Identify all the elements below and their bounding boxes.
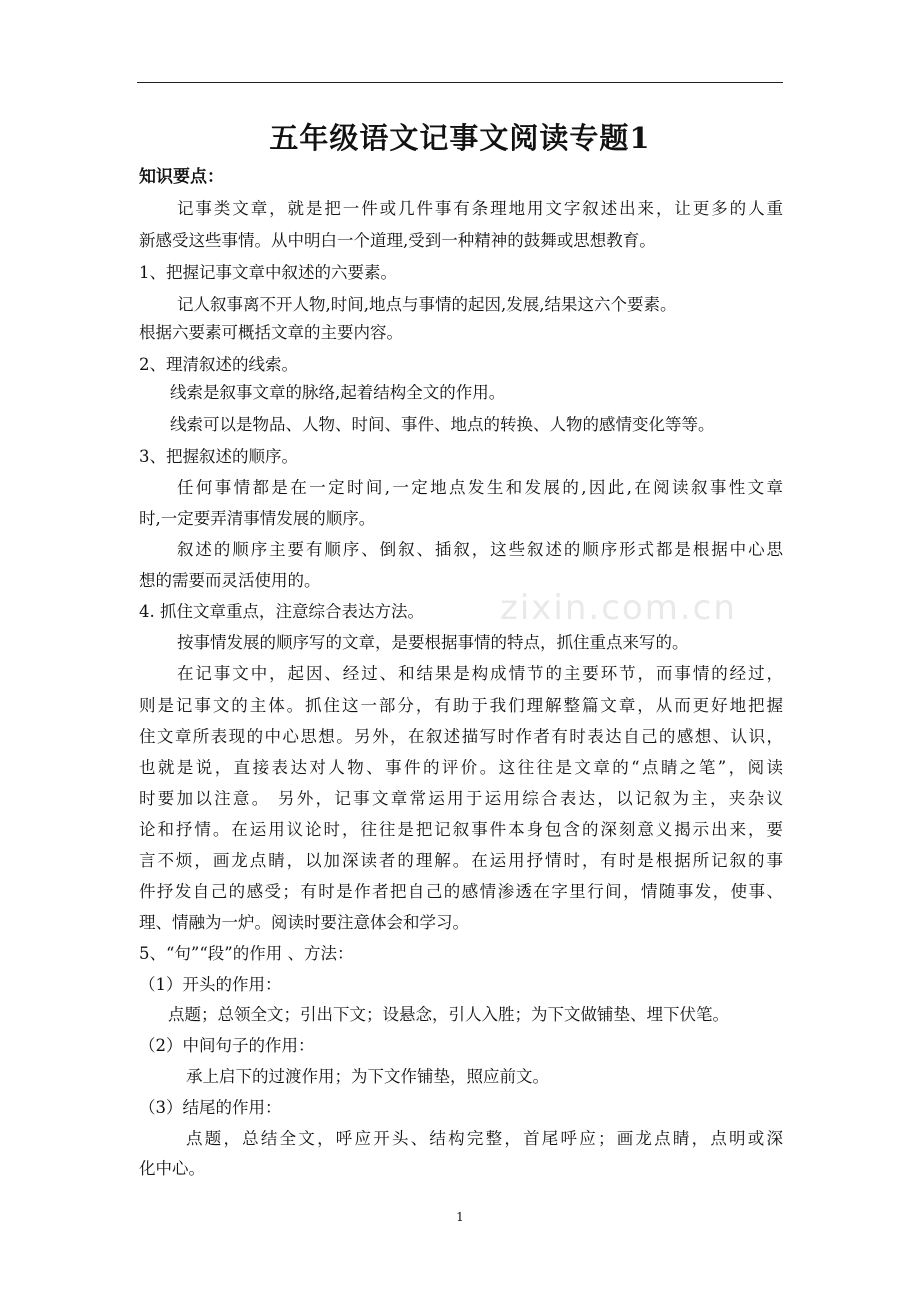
text-line: 任何事情都是在一定时间,一定地点发生和发展的,因此,在阅读叙事性文章: [177, 478, 783, 497]
text-line: 时,一定要弄清事情发展的顺序。: [139, 509, 376, 528]
page-title: 五年级语文记事文阅读专题1: [269, 121, 651, 155]
text-line: 承上启下的过渡作用；为下文作铺垫，照应前文。: [186, 1067, 549, 1086]
text-line: 根据六要素可概括文章的主要内容。: [139, 323, 403, 342]
list-heading: 3、把握叙述的顺序。: [139, 447, 298, 466]
text-line: 点题；总领全文；引出下文；设悬念，引人入胜；为下文做铺垫、埋下伏笔。: [168, 1005, 729, 1024]
text-line: 想的需要而灵活使用的。: [139, 571, 321, 590]
list-heading: 1、把握记事文章中叙述的六要素。: [139, 263, 397, 282]
list-heading: 4. 抓住文章重点，注意综合表达方法。: [139, 602, 424, 621]
list-heading: 2、理清叙述的线索。: [139, 355, 298, 374]
text-line: 线索可以是物品、人物、时间、事件、地点的转换、人物的感情变化等等。: [170, 415, 715, 434]
text-line: 言不烦，画龙点睛，以加深读者的理解。在运用抒情时，有时是根据所记叙的事: [139, 851, 783, 870]
watermark: zixin.com.cn: [500, 588, 737, 628]
text-line: 论和抒情。在运用议论时，往往是把记叙事件本身包含的深刻意义揭示出来，要: [139, 820, 783, 839]
text-line: 叙述的顺序主要有顺序、倒叙、插叙，这些叙述的顺序形式都是根据中心思: [177, 540, 783, 559]
text-line: 记人叙事离不开人物,时间,地点与事情的起因,发展,结果这六个要素。: [177, 295, 677, 314]
sub-heading: （2）中间句子的作用：: [139, 1036, 315, 1055]
text-line: 记事类文章，就是把一件或几件事有条理地用文字叙述出来，让更多的人重: [177, 199, 783, 218]
text-line: 时要加以注意。 另外，记事文章常运用于运用综合表达，以记叙为主，夹杂议: [139, 789, 783, 808]
sub-heading: （3）结尾的作用：: [139, 1098, 282, 1117]
header-rule: [137, 82, 783, 83]
text-line: 住文章所表现的中心思想。另外，在叙述描写时作者有时表达自己的感想、认识，: [139, 727, 783, 746]
page-number: 1: [456, 1210, 464, 1224]
text-line: 按事情发展的顺序写的文章，是要根据事情的特点，抓住重点来写的。: [177, 633, 689, 652]
sub-heading: （1）开头的作用：: [139, 975, 282, 994]
section-heading: 知识要点：: [139, 167, 224, 187]
text-line: 在记事文中，起因、经过、和结果是构成情节的主要环节，而事情的经过，: [177, 664, 783, 683]
text-line: 线索是叙事文章的脉络,起着结构全文的作用。: [170, 383, 506, 402]
text-line: 新感受这些事情。从中明白一个道理,受到一种精神的鼓舞或思想教育。: [139, 231, 656, 250]
text-line: 则是记事文的主体。抓住这一部分，有助于我们理解整篇文章，从而更好地把握: [139, 696, 783, 715]
text-line: 点题，总结全文，呼应开头、结构完整，首尾呼应；画龙点睛，点明或深: [186, 1129, 783, 1148]
text-line: 也就是说，直接表达对人物、事件的评价。这往往是文章的“点睛之笔”，阅读: [139, 758, 783, 777]
list-heading: 5、“句”“段”的作用 、方法：: [139, 944, 354, 963]
text-line: 件抒发自己的感受；有时是作者把自己的感情渗透在字里行间，情随事发，使事、: [139, 882, 783, 901]
text-line: 理、情融为一炉。阅读时要注意体会和学习。: [139, 913, 469, 932]
text-line: 化中心。: [139, 1159, 205, 1178]
